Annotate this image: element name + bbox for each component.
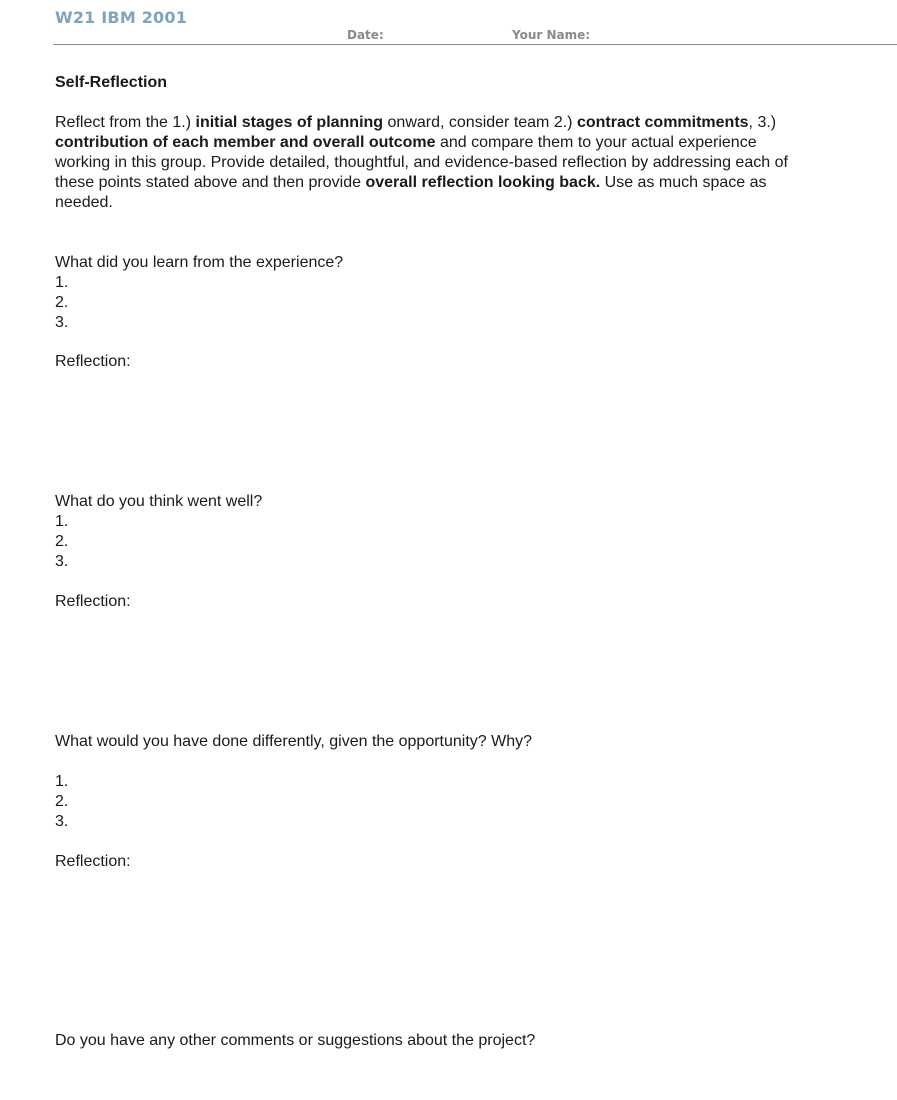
question-text: Do you have any other comments or suggestions about the project? — [55, 1032, 536, 1049]
question-3 — [55, 732, 532, 832]
intro-text-3: , 3.) — [748, 114, 777, 131]
list-item: 2. — [55, 294, 69, 311]
course-code: W21 IBM 2001 — [55, 8, 188, 27]
your-name-label: Your Name: — [512, 28, 591, 42]
list-item: 3. — [55, 314, 69, 331]
list-item: 1. — [55, 274, 69, 291]
intro-bold-1: initial stages of planning — [195, 114, 384, 131]
intro-text-5: Use as much space as needed. — [55, 174, 767, 211]
list-item: 1. — [55, 773, 69, 790]
list-item: 3. — [55, 553, 69, 570]
intro-text-4: and compare them to your actual experience working in this group. Provide detailed, thoughtful, and evidence-based reflection by addressing each of these points stated above and then provide — [55, 134, 788, 191]
intro-bold-2: contract commitments — [576, 114, 749, 131]
list-item: 2. — [55, 533, 69, 550]
reflection-label-3: Reflection: — [55, 853, 131, 870]
intro-text-2: onward, consider team 2.) — [383, 114, 577, 131]
reflection-label-1: Reflection: — [55, 353, 131, 370]
question-text: What would you have done differently, given the opportunity? Why? — [55, 733, 533, 750]
question-2 — [55, 492, 262, 572]
intro-bold-3: contribution of each member and overall outcome — [55, 134, 436, 151]
list-item: 3. — [55, 813, 69, 830]
instructions-paragraph — [55, 113, 800, 213]
reflection-label-2: Reflection: — [55, 593, 131, 610]
final-question — [55, 1031, 535, 1051]
date-label: Date: — [347, 28, 384, 42]
question-text: What do you think went well? — [55, 493, 263, 510]
section-title: Self-Reflection — [55, 74, 168, 91]
list-item: 2. — [55, 793, 69, 810]
intro-bold-4: overall reflection looking back. — [365, 174, 601, 191]
question-1 — [55, 253, 343, 333]
header-divider — [53, 44, 897, 45]
question-text: What did you learn from the experience? — [55, 254, 344, 271]
spacer — [55, 752, 532, 772]
list-item: 1. — [55, 513, 69, 530]
intro-text-1: Reflect from the 1.) — [55, 114, 196, 131]
